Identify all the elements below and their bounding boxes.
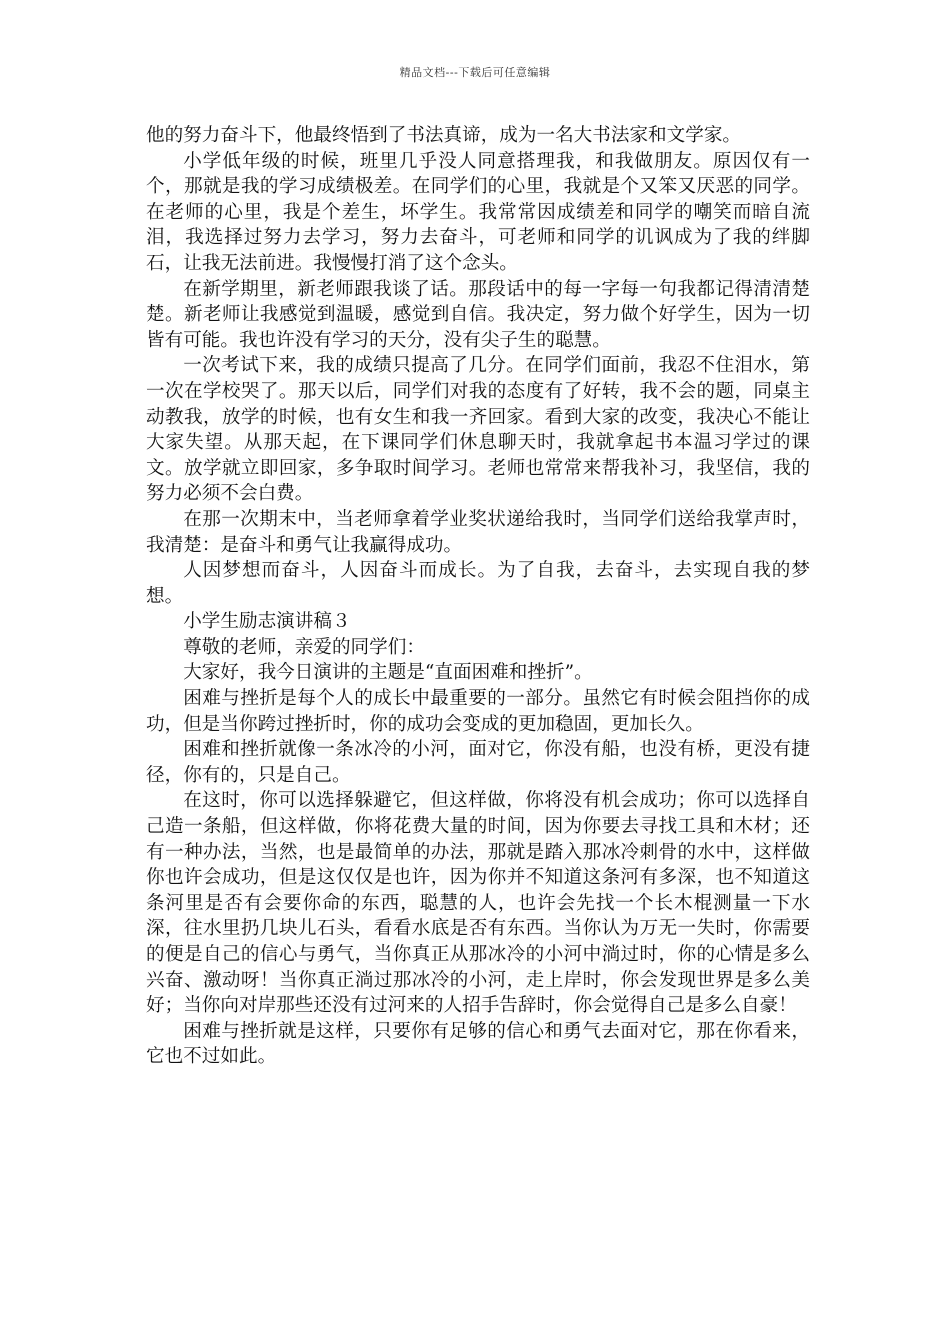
paragraph: 在新学期里，新老师跟我谈了话。那段话中的每一字每一句我都记得清清楚楚。新老师让我感觉到温暖，感觉到自信。我决定，努力做个好学生，因为一切皆有可能。我也许没有学习的天分，没有尖子生的聪慧。 [146, 278, 810, 351]
paragraph: 小学低年级的时候，班里几乎没人同意搭理我，和我做朋友。原因仅有一个，那就是我的学习成绩极差。在同学们的心里，我就是个又笨又厌恶的同学。在老师的心里，我是个差生，坏学生。我常常因成绩差和同学的嘲笑而暗自流泪，我选择过努力去学习，努力去奋斗，可老师和同学的讥讽成为了我的绊脚石，让我无法前进。我慢慢打消了这个念头。 [146, 150, 810, 274]
paragraph: 困难与挫折是每个人的成长中最重要的一部分。虽然它有时候会阻挡你的成功，但是当你跨过挫折时，你的成功会变成的更加稳固，更加长久。 [146, 688, 810, 735]
paragraph: 大家好，我今日演讲的主题是“直面困难和挫折”。 [183, 662, 593, 684]
salutation: 尊敬的老师，亲爱的同学们： [183, 636, 425, 658]
paragraph: 在那一次期末中，当老师拿着学业奖状递给我时，当同学们送给我掌声时，我清楚：是奋斗和勇气让我赢得成功。 [146, 508, 810, 556]
paragraph: 他的努力奋斗下，他最终悟到了书法真谛，成为一名大书法家和文学家。 [146, 125, 742, 146]
section-title: 小学生励志演讲稿３ [183, 611, 351, 633]
paragraph: 在这时，你可以选择躲避它，但这样做，你将没有机会成功；你可以选择自己造一条船，但这样做，你将花费大量的时间，因为你要去寻找工具和木材；还有一种办法，当然，也是最简单的办法，那就是踏入那冰冷刺骨的水中，这样做你也许会成功，但是这仅仅是也许，因为你并不知道这条河有多深，也不知道这条河里是否有会要你命的东西，聪慧的人，也许会先找一个长木棍测量一下水深，往水里扔几块儿石头，看看水底是否有东西。当你认为万无一失时，你需要的便是自己的信心与勇气，当你真正从那冰冷的小河中淌过时，你的心情是多么兴奋、激动呀！当你真正淌过那冰冷的小河，走上岸时，你会发现世界是多么美好；当你向对岸那些还没有过河来的人招手告辞时，你会觉得自己是多么自豪！ [146, 790, 810, 1017]
paragraph: 困难与挫折就是这样，只要你有足够的信心和勇气去面对它，那在你看来，它也不过如此。 [146, 1020, 810, 1068]
paragraph: 人因梦想而奋斗，人因奋斗而成长。为了自我，去奋斗，去实现自我的梦想。 [146, 560, 810, 607]
body-text [146, 123, 810, 1070]
page-header: 精品文档---下载后可任意编辑 [399, 66, 551, 79]
paragraph: 困难和挫折就像一条冰冷的小河，面对它，你没有船，也没有桥，更没有捷径，你有的，只是自己。 [146, 739, 810, 786]
paragraph: 一次考试下来，我的成绩只提高了几分。在同学们面前，我忍不住泪水，第一次在学校哭了。那天以后，同学们对我的态度有了好转，我不会的题，同桌主动教我，放学的时候，也有女生和我一齐回家。看到大家的改变，我决心不能让大家失望。从那天起，在下课同学们休息聊天时，我就拿起书本温习学过的课文。放学就立即回家，多争取时间学习。老师也常常来帮我补习，我坚信，我的努力必须不会白费。 [146, 355, 810, 505]
